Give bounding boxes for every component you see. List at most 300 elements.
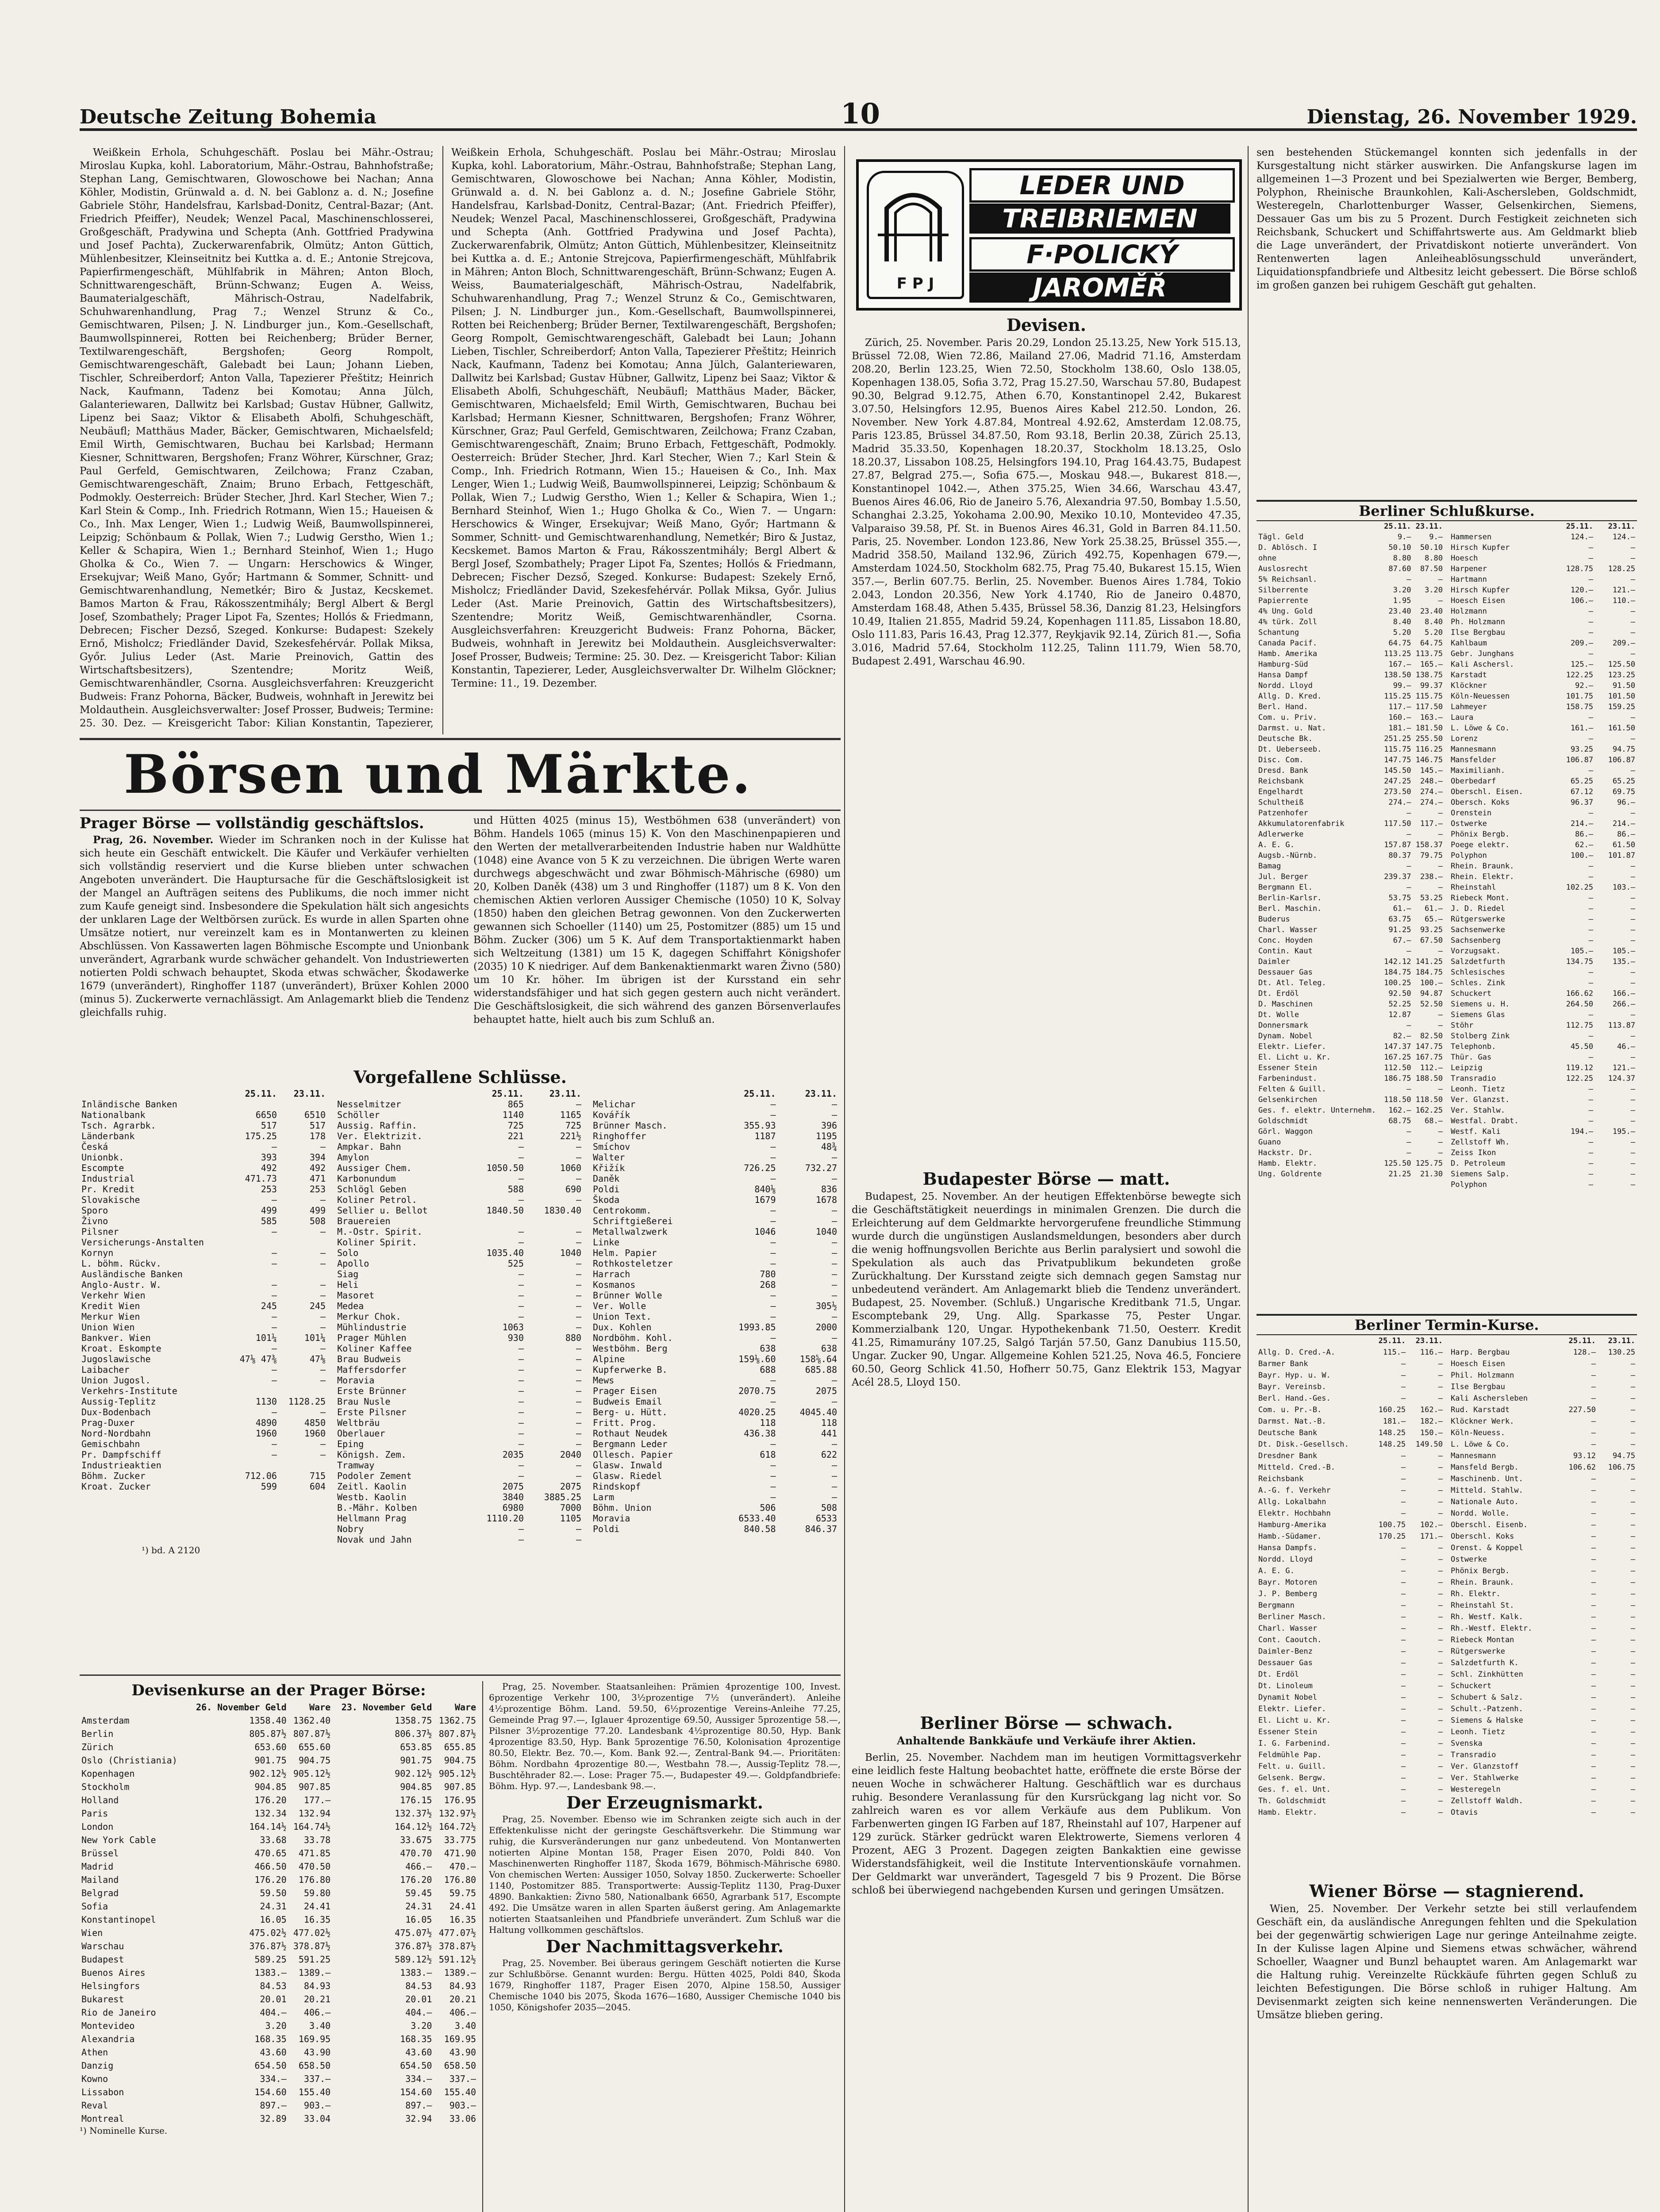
row-label: Klöckner <box>1451 681 1487 690</box>
cell-value: — <box>518 1428 524 1439</box>
cell-value: 907.85 <box>444 1782 476 1792</box>
stock-row <box>1257 914 1445 925</box>
closing-row <box>80 1471 327 1481</box>
cell-value: — <box>1438 1475 1443 1483</box>
termin-row <box>1257 1565 1445 1577</box>
cell-value: 86.— <box>1575 830 1593 839</box>
cell-value: 378.87½ <box>438 1941 476 1951</box>
cell-value: 517 <box>261 1120 277 1131</box>
closing-row <box>591 1354 839 1364</box>
termin-row <box>1257 1554 1445 1565</box>
closing-row <box>335 1258 583 1269</box>
row-label: London <box>81 1821 114 1832</box>
cell-value: — <box>518 1524 524 1534</box>
row-label: Melichar <box>593 1099 636 1110</box>
ad-line-2: TREIBRIEMEN <box>969 204 1230 234</box>
cell-value: — <box>1588 872 1593 881</box>
row-label: Akkumulatorenfabrik <box>1258 819 1345 828</box>
cell-value: — <box>271 1258 277 1269</box>
termin-row <box>1449 1807 1637 1818</box>
cell-value: 1362.75 <box>438 1715 476 1726</box>
cell-value: 53.25 <box>1420 894 1443 902</box>
closing-row <box>80 1375 327 1386</box>
row-label: Dux. Kohlen <box>593 1322 652 1333</box>
cell-value: 92.50 <box>1388 989 1411 998</box>
cell-value: — <box>1588 618 1593 626</box>
row-label: Belgrad <box>81 1888 119 1898</box>
cell-value: — <box>1588 766 1593 775</box>
wiener-text: Wien, 25. November. Der Verkehr setzte bei still verlaufendem Geschäft ein, da ausländische Anregungen fehlten und die Spekulation bei der gegenwärtig schwierigen Lage nur geringe Anteilnahme zeigte. In der Kulisse lagen Alpine und Siemens etwas schwächer, während Schoeller, Waagner und Bunzl behauptet waren. Am Anlagemarkt war die Haltung ruhig. Vereinzelte Rückkäufe führten gegen Schluß zu leichten Befestigungen. Die Börse schloß in ruhiger Haltung. Am Devisenmarkt zeigten sich keine nennenswerten Veränderungen. Die Umsätze blieben gering. <box>1257 1903 1637 2021</box>
row-label: Pilsner <box>81 1226 119 1237</box>
currency-row <box>80 1780 478 1793</box>
cell-value: — <box>518 1269 524 1279</box>
cell-value: 154.60 <box>400 2087 432 2097</box>
column-header <box>80 1088 230 1099</box>
cell-value: — <box>1591 1544 1596 1552</box>
cell-value: 214.— <box>1612 819 1635 828</box>
row-label: Ph. Holzmann <box>1451 618 1505 626</box>
closing-row <box>335 1481 583 1492</box>
termin-row <box>1257 1772 1445 1784</box>
cell-value: 466.— <box>405 1861 432 1872</box>
cell-value: — <box>831 1333 837 1343</box>
closing-row <box>80 1237 327 1248</box>
row-label: Köln-Neuessen <box>1451 692 1510 701</box>
cell-value: — <box>320 1141 326 1152</box>
row-label: Centrokomm. <box>593 1205 652 1216</box>
closing-row <box>335 1513 583 1524</box>
cell-value: 355.93 <box>744 1120 776 1131</box>
row-label: Hoesch <box>1451 554 1478 563</box>
closing-row <box>80 1449 327 1460</box>
row-label: Papierrente <box>1258 596 1308 605</box>
row-label: Harp. Bergbau <box>1451 1348 1510 1357</box>
stock-row <box>1449 840 1637 850</box>
row-label: Rh. Westf. Kalk. <box>1451 1613 1523 1621</box>
row-label: Ostwerke <box>1451 819 1487 828</box>
termin-row <box>1449 1657 1637 1669</box>
currency-row <box>80 1926 478 1939</box>
row-label: Phönix Bergb. <box>1451 830 1510 839</box>
cell-value: — <box>320 1258 326 1269</box>
cell-value: 3.20 <box>1425 586 1443 595</box>
termin-row <box>1257 1485 1445 1496</box>
cell-value: — <box>1630 968 1635 977</box>
cell-value: 1830.40 <box>544 1205 581 1216</box>
row-label: Hirsch Kupfer <box>1451 586 1510 595</box>
row-label: Mühlindustrie <box>337 1322 407 1333</box>
cell-value: — <box>1630 1670 1635 1679</box>
closing-row <box>335 1099 583 1110</box>
cell-value: — <box>1591 1371 1596 1380</box>
cell-value: — <box>271 1194 277 1205</box>
termin-row <box>1449 1623 1637 1634</box>
cell-value: — <box>1588 1106 1593 1115</box>
closing-row <box>335 1120 583 1131</box>
cell-value: 376.87½ <box>395 1941 432 1951</box>
row-label: Ampkar. Bahn <box>337 1141 401 1152</box>
row-label: A.-G. f. Verkehr <box>1258 1486 1331 1495</box>
cell-value: 117.50 <box>1415 703 1443 711</box>
cell-value: — <box>831 1248 837 1258</box>
cell-value: 1383.— <box>400 1967 432 1978</box>
currency-row <box>80 1727 478 1740</box>
cell-value: 16.35 <box>304 1914 331 1925</box>
termin-row <box>1257 1439 1445 1450</box>
row-label: Dt. Atl. Teleg. <box>1258 979 1326 987</box>
cell-value: 100.— <box>1570 851 1593 860</box>
cell-value: 93.25 <box>1420 926 1443 934</box>
cell-value: 1046 <box>754 1226 776 1237</box>
termin-row <box>1257 1508 1445 1519</box>
closing-row <box>335 1396 583 1407</box>
row-label: Maximilianh. <box>1451 766 1505 775</box>
cell-value: — <box>1630 1053 1635 1062</box>
row-label: Verkehr Wien <box>81 1290 146 1301</box>
cell-value: — <box>831 1439 837 1449</box>
row-label: Union Jugosl. <box>81 1375 151 1386</box>
cell-value: — <box>770 1258 776 1269</box>
footnote: ¹) Nominelle Kurse. <box>80 2125 168 2136</box>
stock-row <box>1257 649 1445 659</box>
cell-value: 125.50 <box>1608 660 1635 669</box>
termin-row <box>1449 1646 1637 1657</box>
row-label: Daimler-Benz <box>1258 1647 1313 1656</box>
cell-value: — <box>518 1386 524 1396</box>
row-label: Lissabon <box>81 2087 124 2097</box>
cell-value: 1040 <box>560 1248 581 1258</box>
row-label: Darmst. u. Nat. <box>1258 724 1326 733</box>
row-label: Sellier u. Bellot <box>337 1205 428 1216</box>
cell-value: 655.85 <box>444 1742 476 1752</box>
cell-value: — <box>576 1152 581 1163</box>
row-label: Westb. Kaolin <box>337 1492 407 1502</box>
stock-row <box>1257 712 1445 723</box>
cell-value: 93.25 <box>1570 745 1593 754</box>
cell-value: 128.— <box>1573 1348 1596 1357</box>
cell-value: — <box>1438 1808 1443 1817</box>
closing-row <box>591 1439 839 1449</box>
row-label: Phil. Holzmann <box>1451 1371 1514 1380</box>
cell-value: 102.— <box>1420 1521 1443 1529</box>
cell-value: 404.— <box>260 2007 287 2018</box>
cell-value: 227.50 <box>1568 1406 1596 1414</box>
cell-value: — <box>320 1248 326 1258</box>
cell-value: 508 <box>309 1216 326 1226</box>
table-title: Vorgefallene Schlüsse. <box>354 1067 567 1087</box>
cell-value: — <box>1630 607 1635 616</box>
stock-row <box>1257 808 1445 818</box>
cell-value: 904.75 <box>444 1755 476 1766</box>
row-label: Schöller <box>337 1110 380 1120</box>
cell-value: 162.25 <box>1415 1106 1443 1115</box>
cell-value: — <box>576 1354 581 1364</box>
stock-row <box>1449 744 1637 755</box>
cell-value: 164.12½ <box>395 1821 432 1832</box>
cell-value: — <box>1588 554 1593 563</box>
cell-value: 67.50 <box>1420 936 1443 945</box>
cell-value: 184.75 <box>1384 968 1411 977</box>
cell-value: — <box>831 1173 837 1184</box>
cell-value: 653.85 <box>400 1742 432 1752</box>
cell-value: — <box>1438 1636 1443 1644</box>
cell-value: 3.40 <box>309 2020 331 2031</box>
cell-value: — <box>518 1141 524 1152</box>
cell-value: — <box>831 1205 837 1216</box>
row-label: Köln-Neuess. <box>1451 1429 1505 1437</box>
stock-row <box>1449 1063 1637 1073</box>
closing-row <box>591 1524 839 1534</box>
cell-value: 245 <box>309 1301 326 1311</box>
stock-row <box>1257 999 1445 1010</box>
cell-value: 195.— <box>1612 1127 1635 1136</box>
cell-value: — <box>576 1279 581 1290</box>
row-label: D. Maschinen <box>1258 1000 1313 1009</box>
termin-row <box>1449 1508 1637 1519</box>
cell-value: 69.75 <box>1612 787 1635 796</box>
termin-row <box>1449 1726 1637 1738</box>
cell-value: 176.20 <box>254 1795 287 1805</box>
row-label: Nationale Auto. <box>1451 1498 1519 1506</box>
row-label: Salzdetfurth K. <box>1451 1659 1519 1667</box>
stock-row <box>1449 606 1637 617</box>
termin-title: Berliner Termin-Kurse. <box>1257 1314 1637 1335</box>
cell-value: 159.25 <box>1608 703 1635 711</box>
termin-row <box>1257 1531 1445 1542</box>
closing-row <box>335 1439 583 1449</box>
cell-value: 135.— <box>1612 957 1635 966</box>
stock-row <box>1257 1063 1445 1073</box>
cell-value: — <box>1588 1095 1593 1104</box>
cell-value: 337.— <box>304 2074 331 2084</box>
cell-value: — <box>1588 968 1593 977</box>
cell-value: 176.80 <box>298 1874 331 1885</box>
cell-value: 658.50 <box>298 2060 331 2071</box>
cell-value: — <box>1438 1590 1443 1598</box>
currency-row <box>80 2059 478 2072</box>
cell-value: 94.87 <box>1420 989 1443 998</box>
closing-row <box>591 1216 839 1226</box>
termin-row <box>1449 1416 1637 1427</box>
cell-value: 1187 <box>754 1131 776 1141</box>
termin-row <box>1449 1542 1637 1554</box>
cell-value <box>230 1460 279 1471</box>
closing-row <box>591 1460 839 1471</box>
row-label: Reichsbank <box>1258 1475 1304 1483</box>
cell-value: 492 <box>261 1163 277 1173</box>
cell-value: 16.05 <box>260 1914 287 1925</box>
closing-row <box>80 1279 327 1290</box>
row-label: Aussig-Teplitz <box>81 1396 156 1407</box>
row-label: J. D. Riedel <box>1451 904 1505 913</box>
cell-value: 880 <box>565 1333 581 1343</box>
cell-value: 128.75 <box>1566 565 1593 573</box>
cell-value: — <box>1630 1647 1635 1656</box>
cell-value: 130.25 <box>1608 1348 1635 1357</box>
stock-row <box>1449 585 1637 595</box>
termin-row <box>1449 1358 1637 1370</box>
termin-row <box>1449 1749 1637 1761</box>
stock-row <box>1449 638 1637 649</box>
table-header-row <box>1257 1335 1445 1347</box>
row-label: Masoret <box>337 1290 375 1301</box>
cell-value: — <box>770 1152 776 1163</box>
termin-row <box>1257 1761 1445 1772</box>
row-label: Elektr. Liefer. <box>1258 1705 1326 1713</box>
cell-value: 147.75 <box>1415 1042 1443 1051</box>
closing-row <box>591 1364 839 1375</box>
cell-value: — <box>770 1248 776 1258</box>
cell-value: — <box>1401 1359 1406 1368</box>
cell-value: — <box>1438 1394 1443 1403</box>
cell-value: — <box>271 1364 277 1375</box>
cell-value: 805.87½ <box>249 1728 287 1739</box>
termin-row <box>1449 1554 1637 1565</box>
stock-row <box>1449 861 1637 872</box>
row-label: Budweis Email <box>593 1396 662 1407</box>
stock-row <box>1449 893 1637 903</box>
row-label: Westeregeln <box>1451 1785 1501 1794</box>
cell-value: — <box>831 1492 837 1502</box>
closing-row <box>80 1386 327 1396</box>
nachmittag-title: Der Nachmittagsverkehr. <box>546 1936 784 1956</box>
cell-value: 176.15 <box>400 1795 432 1805</box>
cell-value: 134.75 <box>1566 957 1593 966</box>
cell-value: — <box>1591 1797 1596 1805</box>
cell-value: — <box>1630 1682 1635 1690</box>
cell-value: — <box>1406 809 1411 818</box>
termin-row <box>1257 1807 1445 1818</box>
currency-row <box>80 1979 478 1993</box>
column-header: 23.11. <box>1415 1336 1443 1345</box>
row-label: Stolberg Zink <box>1451 1032 1510 1041</box>
closing-row <box>335 1248 583 1258</box>
stock-row <box>1257 617 1445 627</box>
cell-value: — <box>1438 1148 1443 1157</box>
cell-value: — <box>1588 607 1593 616</box>
currency-row <box>80 1807 478 1820</box>
cell-value: 6510 <box>304 1110 326 1120</box>
cell-value: 470.65 <box>254 1848 287 1859</box>
row-label: Allg. D. Cred.-A. <box>1258 1348 1335 1357</box>
stock-row <box>1257 1126 1445 1137</box>
row-label: Görl. Waggon <box>1258 1127 1313 1136</box>
cell-value: 128.25 <box>1608 565 1635 573</box>
row-label: Česká <box>81 1141 108 1152</box>
cell-value: 102.25 <box>1566 883 1593 892</box>
cell-value: 8.80 <box>1393 554 1411 563</box>
devisen-column <box>852 314 1241 1155</box>
closing-row <box>80 1163 327 1173</box>
cell-value: 181.— <box>1383 1417 1406 1426</box>
cell-value: — <box>1438 1371 1443 1380</box>
row-label: Aussiger Chem. <box>337 1163 412 1173</box>
row-label: Bayr. Hyp. u. W. <box>1258 1371 1331 1380</box>
cell-value: 176.80 <box>444 1874 476 1885</box>
cell-value: — <box>576 1386 581 1396</box>
stock-row <box>1257 585 1445 595</box>
cell-value: 904.75 <box>298 1755 331 1766</box>
row-label: Křižík <box>593 1163 625 1173</box>
cell-value: 470.— <box>449 1861 476 1872</box>
cell-value: — <box>770 1481 776 1492</box>
cell-value: 92.— <box>1575 681 1593 690</box>
termin-row <box>1257 1611 1445 1623</box>
cell-value: 1.95 <box>1393 596 1411 605</box>
termin-row <box>1449 1669 1637 1680</box>
cell-value: 221 <box>507 1131 524 1141</box>
cell-value: 436.38 <box>744 1428 776 1439</box>
stock-row <box>1257 755 1445 765</box>
closing-row <box>80 1152 327 1163</box>
cell-value: 165.— <box>1420 660 1443 669</box>
stock-row <box>1449 914 1637 925</box>
column-header: 25.11. <box>245 1088 277 1099</box>
row-label: Rheinstahl St. <box>1451 1601 1514 1610</box>
cell-value: — <box>1401 1590 1406 1598</box>
cell-value: — <box>1630 1032 1635 1041</box>
closing-row <box>335 1290 583 1301</box>
row-label: Schantung <box>1258 628 1299 637</box>
cell-value: — <box>1591 1808 1596 1817</box>
cell-value: 67.— <box>1393 936 1411 945</box>
cell-value: 32.94 <box>405 2113 432 2124</box>
cell-value: 622 <box>821 1449 837 1460</box>
cell-value: 846.37 <box>805 1524 837 1534</box>
stock-row <box>1257 872 1445 882</box>
row-label: Rindskopf <box>593 1481 641 1492</box>
row-label: Nobry <box>337 1524 364 1534</box>
column-header <box>1449 1335 1558 1347</box>
cell-value: 67.12 <box>1570 787 1593 796</box>
closing-row <box>80 1141 327 1152</box>
row-label: Buenos Aires <box>81 1967 146 1978</box>
cell-value: — <box>1588 1159 1593 1168</box>
closing-row <box>591 1226 839 1237</box>
closing-row <box>591 1194 839 1205</box>
cell-value: — <box>1630 1532 1635 1541</box>
cell-value: — <box>1401 1509 1406 1518</box>
cell-value: 903.— <box>449 2100 476 2111</box>
cell-value: — <box>1438 1463 1443 1472</box>
stock-row <box>1257 1031 1445 1041</box>
devisen-title: Devisen. <box>1006 315 1087 335</box>
termin-row <box>1449 1531 1637 1542</box>
cell-value: 100.25 <box>1384 979 1411 987</box>
cell-value: — <box>1630 1659 1635 1667</box>
cell-value: — <box>1438 1544 1443 1552</box>
currency-row <box>80 2112 478 2125</box>
row-label: Škoda <box>593 1194 620 1205</box>
stock-row <box>1449 1158 1637 1169</box>
row-label: Augsb.-Nürnb. <box>1258 851 1318 860</box>
cell-value: 23.40 <box>1420 607 1443 616</box>
ad-line-1: LEDER UND <box>969 168 1235 203</box>
row-label: Darmst. Nat.-B. <box>1258 1417 1326 1426</box>
row-label: Stöhr <box>1451 1021 1474 1030</box>
row-label: Obersch. Koks <box>1451 798 1510 807</box>
cell-value: 902.12½ <box>249 1768 287 1779</box>
column-header: 25.11. <box>1378 1336 1406 1345</box>
stock-row <box>1257 903 1445 914</box>
stock-row <box>1257 627 1445 638</box>
cell-value: — <box>576 1301 581 1311</box>
cell-value: 406.— <box>449 2007 476 2018</box>
cell-value: 618 <box>760 1449 776 1460</box>
cell-value: — <box>770 1311 776 1322</box>
cell-value: — <box>831 1110 837 1120</box>
closing-row <box>335 1184 583 1194</box>
